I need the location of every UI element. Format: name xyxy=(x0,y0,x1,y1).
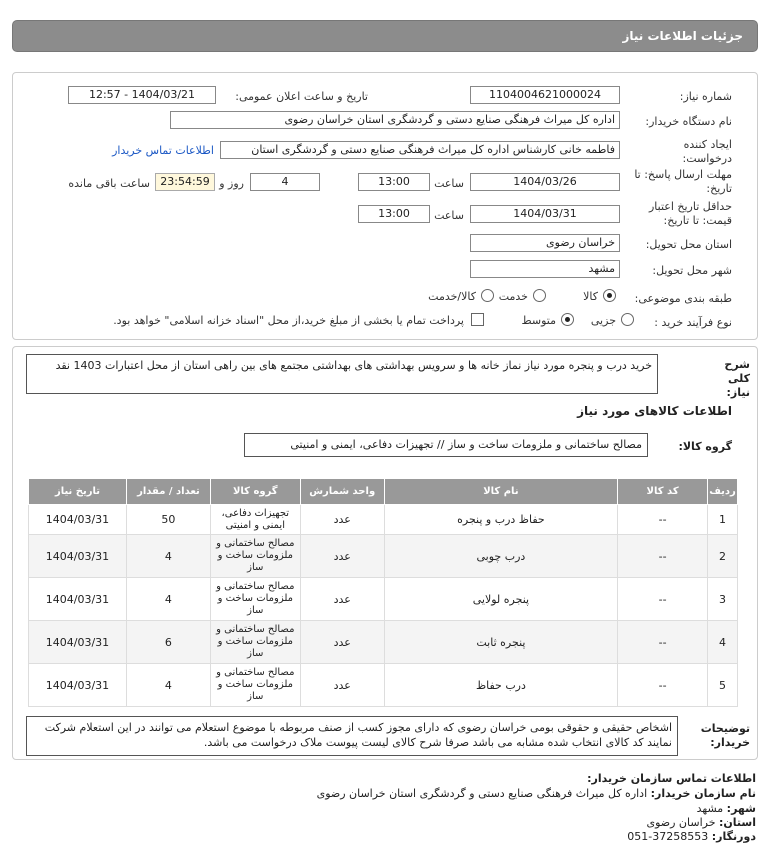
cell-date: 1404/03/31 xyxy=(29,664,127,707)
category-goods-service-radio[interactable] xyxy=(481,289,494,302)
contact-buyer-link[interactable]: اطلاعات تماس خریدار xyxy=(112,144,214,157)
cell-code: -- xyxy=(618,621,708,664)
header-bar xyxy=(12,20,758,52)
process-partial-label: جزیی xyxy=(590,314,616,327)
table-row xyxy=(29,578,738,621)
contact-province-label: استان: xyxy=(719,816,756,829)
contact-city-line xyxy=(697,802,756,815)
buyer-org-label: نام دستگاه خریدار: xyxy=(645,115,732,128)
cell-date: 1404/03/31 xyxy=(29,535,127,578)
cell-name: حفاظ درب و پنجره xyxy=(384,505,618,535)
cell-date: 1404/03/31 xyxy=(29,505,127,535)
days-label: روز و xyxy=(219,177,244,190)
cell-name: درب چوبی xyxy=(384,535,618,578)
cell-unit: عدد xyxy=(300,505,384,535)
buyer-org-field: اداره کل میراث فرهنگی صنایع دستی و گردشگری استان خراسان رضوی xyxy=(170,111,620,129)
contact-title: اطلاعات تماس سازمان خریدار: xyxy=(587,772,756,785)
contact-city-label: شهر: xyxy=(726,802,756,815)
table-header-row xyxy=(29,479,738,505)
col-qty: تعداد / مقدار xyxy=(126,479,210,505)
page-title: جزئیات اطلاعات نیاز xyxy=(622,29,743,43)
price-time-field: 13:00 xyxy=(358,205,430,223)
process-medium-radio[interactable] xyxy=(561,313,574,326)
cell-name: پنجره ثابت xyxy=(384,621,618,664)
cell-group: تجهیزات دفاعی، ایمنی و امنیتی xyxy=(210,505,300,535)
province-label: استان محل تحویل: xyxy=(645,238,732,251)
table-row xyxy=(29,621,738,664)
cell-code: -- xyxy=(618,578,708,621)
contact-org-label: نام سازمان خریدار: xyxy=(650,787,756,800)
cell-group: مصالح ساختمانی و ملزومات ساخت و ساز xyxy=(210,664,300,707)
summary-label: شرح کلی نیاز: xyxy=(724,358,750,399)
city-label: شهر محل تحویل: xyxy=(652,264,732,277)
cell-row: 1 xyxy=(708,505,738,535)
treasury-payment-note: پرداخت تمام یا بخشی از مبلغ خرید،از محل "اسناد خزانه اسلامی" خواهد بود. xyxy=(113,314,464,327)
table-row xyxy=(29,505,738,535)
col-name: نام کالا xyxy=(384,479,618,505)
process-partial-radio[interactable] xyxy=(621,313,634,326)
contact-fax-line xyxy=(627,830,756,843)
table-row xyxy=(29,535,738,578)
cell-date: 1404/03/31 xyxy=(29,578,127,621)
announce-label: تاریخ و ساعت اعلان عمومی: xyxy=(235,90,368,103)
category-goods-service-label: کالا/خدمت xyxy=(428,290,476,303)
treasury-payment-checkbox[interactable] xyxy=(471,313,484,326)
remaining-label: ساعت باقی مانده xyxy=(68,177,150,190)
contact-province-line xyxy=(646,816,756,829)
cell-code: -- xyxy=(618,535,708,578)
price-validity-label: حداقل تاریخ اعتبار قیمت: تا تاریخ: xyxy=(648,200,732,227)
creator-field: فاطمه خانی کارشناس اداره کل میراث فرهنگی صنایع دستی و گردشگری استان xyxy=(220,141,620,159)
category-goods-label: کالا xyxy=(583,290,598,303)
contact-org: اداره کل میراث فرهنگی صنایع دستی و گردشگری استان خراسان رضوی xyxy=(316,787,648,800)
cell-group: مصالح ساختمانی و ملزومات ساخت و ساز xyxy=(210,578,300,621)
cell-group: مصالح ساختمانی و ملزومات ساخت و ساز xyxy=(210,621,300,664)
buyer-notes-label: توضیحات خریدار: xyxy=(700,722,750,749)
cell-row: 2 xyxy=(708,535,738,578)
cell-name: پنجره لولایی xyxy=(384,578,618,621)
table-row xyxy=(29,664,738,707)
cell-unit: عدد xyxy=(300,535,384,578)
buyer-notes-text: اشخاص حقیقی و حقوقی بومی خراسان رضوی که دارای مجوز کسب از صنف مربوطه با موضوع استعلام می توانند در این استعلام شرکت نمایند کد کالای انتخاب شده مشابه می باشد صرفا شرح کالای لیست پیوست ملاک درخواست می باشد. xyxy=(26,716,678,756)
goods-section-title: اطلاعات کالاهای مورد نیاز xyxy=(577,404,732,418)
cell-qty: 4 xyxy=(126,535,210,578)
reply-deadline-label: مهلت ارسال پاسخ: تا تاریخ: xyxy=(634,168,732,195)
category-service-radio[interactable] xyxy=(533,289,546,302)
contact-city: مشهد xyxy=(696,802,724,815)
col-date: تاریخ نیاز xyxy=(29,479,127,505)
reply-time-field: 13:00 xyxy=(358,173,430,191)
category-goods-radio[interactable] xyxy=(603,289,616,302)
cell-code: -- xyxy=(618,664,708,707)
cell-qty: 4 xyxy=(126,578,210,621)
contact-fax: 37258553-051 xyxy=(627,830,709,843)
category-service-label: خدمت xyxy=(498,290,528,303)
goods-group-field: مصالح ساختمانی و ملزومات ساخت و ساز // تجهیزات دفاعی، ایمنی و امنیتی xyxy=(244,433,648,457)
contact-fax-label: دورنگار: xyxy=(711,830,756,843)
cell-unit: عدد xyxy=(300,578,384,621)
city-field: مشهد xyxy=(470,260,620,278)
price-date-field: 1404/03/31 xyxy=(470,205,620,223)
col-row: ردیف xyxy=(708,479,738,505)
cell-qty: 50 xyxy=(126,505,210,535)
cell-unit: عدد xyxy=(300,621,384,664)
cell-row: 5 xyxy=(708,664,738,707)
category-label: طبقه بندی موضوعی: xyxy=(634,292,732,305)
cell-name: درب حفاظ xyxy=(384,664,618,707)
contact-org-line xyxy=(317,787,756,800)
contact-province: خراسان رضوی xyxy=(646,816,716,829)
cell-unit: عدد xyxy=(300,664,384,707)
col-group: گروه کالا xyxy=(210,479,300,505)
cell-qty: 4 xyxy=(126,664,210,707)
cell-row: 4 xyxy=(708,621,738,664)
cell-date: 1404/03/31 xyxy=(29,621,127,664)
col-code: کد کالا xyxy=(618,479,708,505)
reply-date-field: 1404/03/26 xyxy=(470,173,620,191)
process-medium-label: متوسط xyxy=(521,314,556,327)
province-field: خراسان رضوی xyxy=(470,234,620,252)
goods-group-label: گروه کالا: xyxy=(678,440,732,453)
cell-code: -- xyxy=(618,505,708,535)
goods-table xyxy=(28,478,738,707)
col-unit: واحد شمارش xyxy=(300,479,384,505)
cell-qty: 6 xyxy=(126,621,210,664)
summary-text: خرید درب و پنجره مورد نیاز نماز خانه ها و سرویس بهداشتی های بهداشتی مجتمع های بین راهی استان از محل اعتبارات 1403 نقد xyxy=(26,354,658,394)
cell-group: مصالح ساختمانی و ملزومات ساخت و ساز xyxy=(210,535,300,578)
announce-field: 1404/03/21 - 12:57 xyxy=(68,86,216,104)
days-field: 4 xyxy=(250,173,320,191)
need-number-label: شماره نیاز: xyxy=(679,90,732,103)
need-number-field: 1104004621000024 xyxy=(470,86,620,104)
remaining-timer: 23:54:59 xyxy=(155,173,215,191)
cell-row: 3 xyxy=(708,578,738,621)
creator-label: ایجاد کننده درخواست: xyxy=(682,138,732,165)
process-label: نوع فرآیند خرید : xyxy=(654,316,732,329)
price-time-label: ساعت xyxy=(434,209,464,222)
reply-time-label: ساعت xyxy=(434,177,464,190)
